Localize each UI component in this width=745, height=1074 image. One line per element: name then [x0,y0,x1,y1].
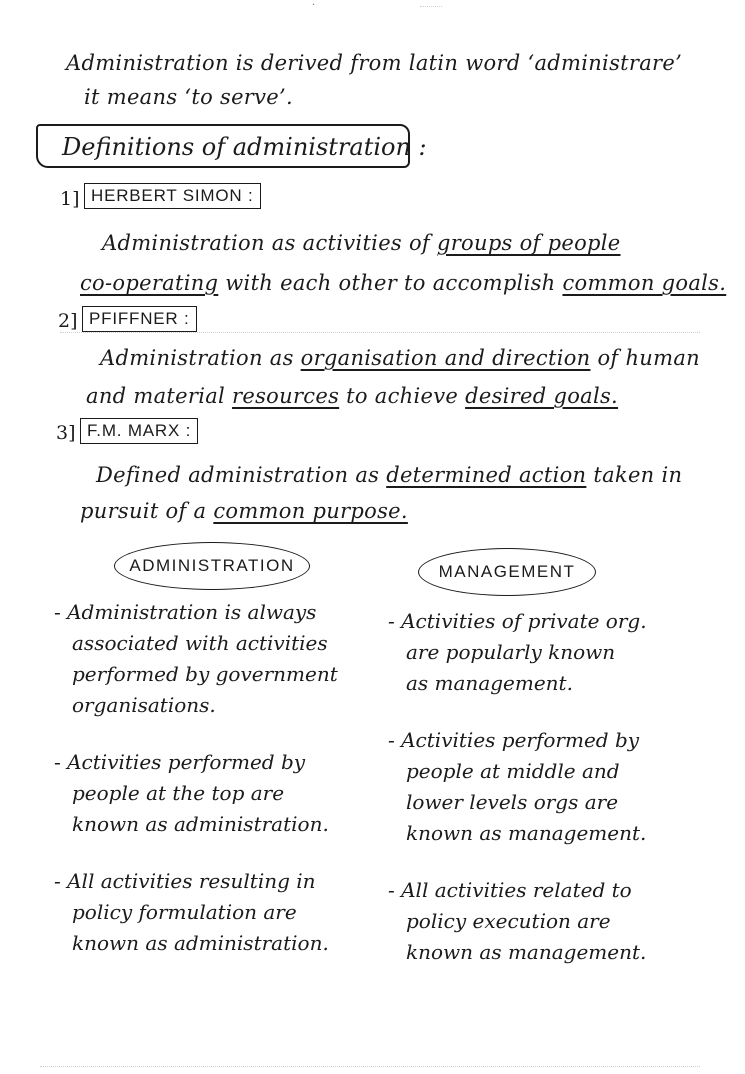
intro-line-1: Administration is derived from latin word ‘administrare’ [66,51,683,75]
definitions-heading-box [36,124,427,168]
left-point [54,866,338,959]
text: with each other to accomplish [218,271,563,295]
faint-bottom-line [40,1066,700,1067]
point-line: - Activities of private org. [388,609,647,633]
text: taken in [586,463,683,487]
text: Administration as activities of [102,231,437,255]
paper-mark [420,6,442,7]
text: of human [590,346,700,370]
right-point [388,606,647,699]
definition-1-line-1 [102,230,621,256]
underlined-text: groups of people [436,231,621,255]
point-line: associated with activities [72,631,328,655]
underlined-text: common goals. [562,271,727,295]
point-line: policy execution are [406,909,611,933]
underlined-text: desired goals. [465,384,619,408]
left-point [54,747,338,840]
definition-3-line-2 [80,498,408,524]
point-line: people at middle and [406,759,620,783]
text: and material [86,384,233,408]
point-line: performed by government [72,662,338,686]
left-point [54,597,338,721]
point-line: policy formulation are [72,900,297,924]
text: to achieve [339,384,466,408]
point-line: - All activities related to [388,878,632,902]
definition-number: 3] [56,422,76,444]
point-line: known as management. [406,940,647,964]
administration-oval: ADMINISTRATION [114,542,310,590]
point-line: - Activities performed by [388,728,640,752]
management-points [388,606,647,994]
management-oval: MANAGEMENT [418,548,596,596]
definition-author-pfiffner: PFIFFNER : [82,306,197,332]
underlined-text: resources [232,384,340,408]
point-line: as management. [406,671,573,695]
text: Administration as [100,346,301,370]
paper-speck: · [312,0,316,11]
definition-2-line-2 [86,383,618,409]
point-line: - Administration is always [54,600,317,624]
point-line: known as management. [406,821,647,845]
text: Defined administration as [96,463,387,487]
point-line: organisations. [72,693,216,717]
point-line: lower levels orgs are [406,790,619,814]
point-line: known as administration. [72,812,329,836]
administration-points [54,597,338,985]
definition-number: 1] [60,188,80,210]
point-line: are popularly known [406,640,616,664]
point-line: - Activities performed by [54,750,306,774]
underlined-text: determined action [386,463,587,487]
definition-author-simon: HERBERT SIMON : [84,183,261,209]
underlined-text: co-operating [80,271,219,295]
text: pursuit of a [80,499,214,523]
definitions-heading: Definitions of administration : [62,133,427,161]
point-line: people at the top are [72,781,285,805]
underlined-text: organisation and direction [300,346,591,370]
point-line: known as administration. [72,931,329,955]
definition-1-line-2 [80,270,726,296]
underlined-text: common purpose. [213,499,408,523]
right-point [388,875,647,968]
definition-number: 2] [58,310,78,332]
point-line: - All activities resulting in [54,869,316,893]
definition-3-line-1 [96,462,682,488]
faint-ruled-line [60,332,700,333]
intro-line-2: it means ‘to serve’. [84,85,293,109]
definition-2-line-1 [100,345,700,371]
definition-author-marx: F.M. MARX : [80,418,198,444]
right-point [388,725,647,849]
